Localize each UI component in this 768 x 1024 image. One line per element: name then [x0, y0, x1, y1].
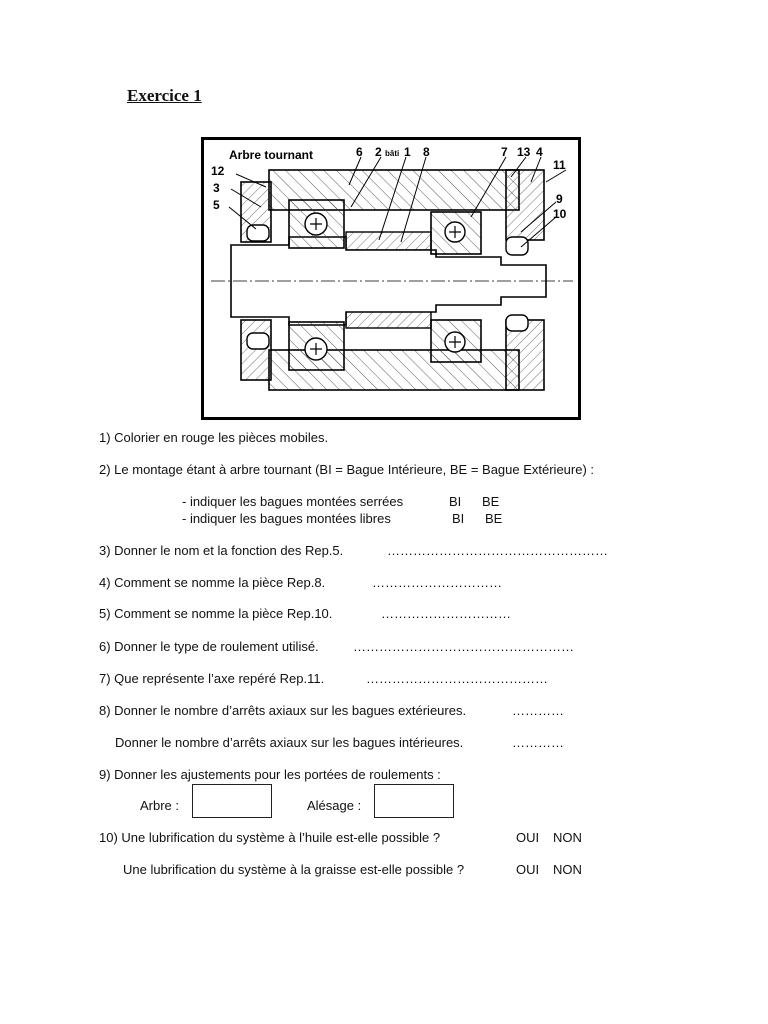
q9-alesage-label: Alésage : [307, 798, 362, 813]
q8b-answer-line[interactable]: ………… [512, 735, 564, 750]
label-5: 5 [213, 198, 220, 212]
question-9: 9) Donner les ajustements pour les portées de roulements : [99, 767, 441, 782]
q2a-be-choice[interactable]: BE [482, 494, 500, 509]
q2b-bi-choice[interactable]: BI [452, 511, 465, 526]
label-13: 13 [517, 145, 531, 159]
question-8b: Donner le nombre d’arrêts axiaux sur les bagues intérieures. [115, 735, 464, 750]
q10b-non-choice[interactable]: NON [553, 862, 582, 877]
seal-left-top [247, 225, 269, 241]
q10a-oui-choice[interactable]: OUI [516, 830, 540, 845]
seal-right-top [506, 237, 528, 255]
q5-answer-line[interactable]: ………………………… [381, 606, 511, 621]
exercise-title: Exercice 1 [127, 86, 202, 105]
q2b-be-choice[interactable]: BE [485, 511, 503, 526]
question-7: 7) Que représente l’axe repéré Rep.11. [99, 671, 325, 686]
question-5: 5) Comment se nomme la pièce Rep.10. [99, 606, 333, 621]
label-11: 11 [553, 158, 566, 172]
question-1: 1) Colorier en rouge les pièces mobiles. [99, 430, 329, 445]
question-3: 3) Donner le nom et la fonction des Rep.5. [99, 543, 344, 558]
label-12: 12 [211, 164, 225, 178]
q4-answer-line[interactable]: ………………………… [372, 575, 502, 590]
q8a-answer-line[interactable]: ………… [512, 703, 564, 718]
figure-caption: Arbre tournant [229, 148, 313, 162]
q9-alesage-input[interactable] [374, 784, 454, 818]
q3-answer-line[interactable]: …………………………………………… [387, 543, 608, 558]
label-6: 6 [356, 145, 363, 159]
spacer-top [346, 232, 431, 250]
question-2b: - indiquer les bagues montées libres [182, 511, 391, 526]
q2a-bi-choice[interactable]: BI [449, 494, 462, 509]
cover-left-bottom [241, 320, 271, 380]
question-2a: - indiquer les bagues montées serrées [182, 494, 404, 509]
q7-answer-line[interactable]: …………………………………… [366, 671, 548, 686]
question-6: 6) Donner le type de roulement utilisé. [99, 639, 319, 654]
question-10b: Une lubrification du système à la graisse est-elle possible ? [123, 862, 465, 877]
label-9: 9 [556, 192, 563, 206]
label-bati: bâti [385, 149, 400, 158]
label-4: 4 [536, 145, 543, 159]
label-10: 10 [553, 207, 567, 221]
label-2: 2 [375, 145, 382, 159]
question-8a: 8) Donner le nombre d’arrêts axiaux sur les bagues extérieures. [99, 703, 467, 718]
label-7: 7 [501, 145, 508, 159]
cover-right-top [506, 170, 544, 240]
bearing-assembly-drawing [201, 137, 581, 420]
q9-arbre-label: Arbre : [140, 798, 180, 813]
question-2: 2) Le montage étant à arbre tournant (BI = Bague Intérieure, BE = Bague Extérieure) : [99, 462, 595, 477]
seal-right-bottom [506, 315, 528, 331]
question-10a: 10) Une lubrification du système à l’huile est-elle possible ? [99, 830, 441, 845]
q10a-non-choice[interactable]: NON [553, 830, 582, 845]
q10b-oui-choice[interactable]: OUI [516, 862, 540, 877]
q6-answer-line[interactable]: …………………………………………… [353, 639, 574, 654]
seal-left-bottom [247, 333, 269, 349]
label-8: 8 [423, 145, 430, 159]
question-4: 4) Comment se nomme la pièce Rep.8. [99, 575, 326, 590]
q9-arbre-input[interactable] [192, 784, 272, 818]
label-3: 3 [213, 181, 220, 195]
label-1: 1 [404, 145, 411, 159]
